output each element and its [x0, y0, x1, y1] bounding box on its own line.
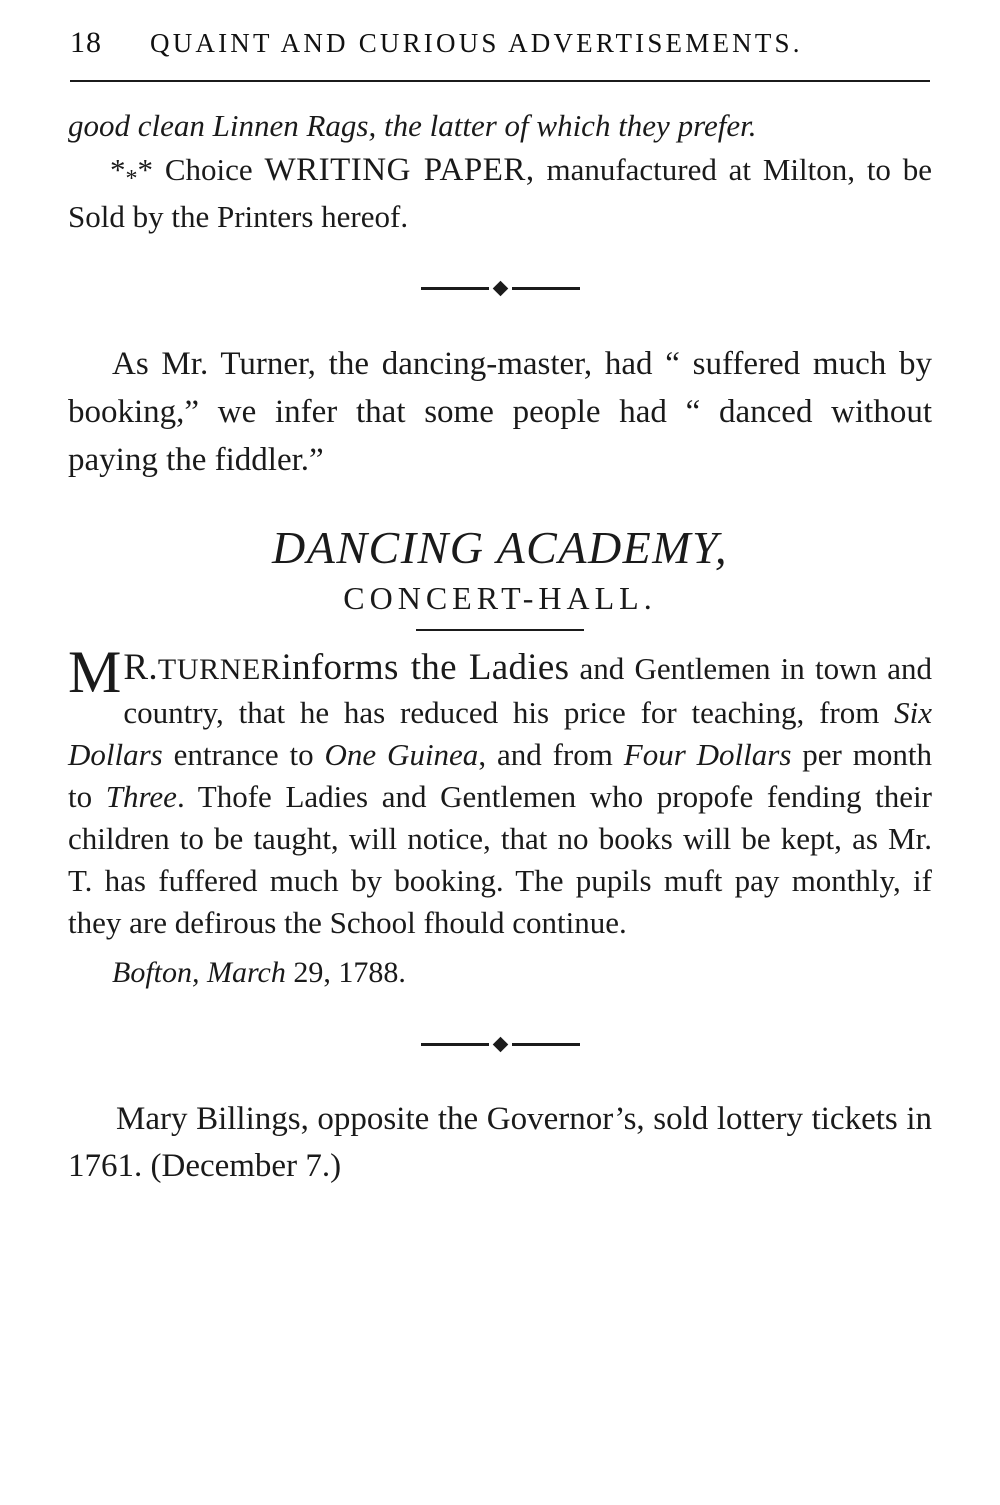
- dateline-month: March: [207, 955, 286, 989]
- advert-body-2: entrance to: [162, 737, 325, 773]
- advert-italic-2: One Guinea: [324, 737, 479, 773]
- running-head: [0, 0, 1000, 60]
- advert-italic-4: Three: [105, 779, 177, 815]
- running-head-title: QUAINT AND CURIOUS ADVERTISEMENTS.: [150, 28, 803, 58]
- advert-dateline: [68, 952, 932, 993]
- advert-first-line-tail: informs the Ladies: [281, 646, 570, 688]
- advert-dropcap: M: [68, 638, 122, 705]
- advert-body-3: , and from: [478, 737, 624, 773]
- linnen-rags-paragraph: good clean Linnen Rags, the latter of which they prefer.: [68, 108, 757, 143]
- writing-paper-lead: Choice: [164, 151, 253, 187]
- divider-bar-left: [421, 1043, 489, 1046]
- divider-diamond-icon: [492, 281, 508, 297]
- dateline-place: Bofton,: [112, 955, 200, 989]
- diamond-rule-divider-top: [68, 283, 932, 294]
- writing-paper-paragraph: [68, 149, 932, 237]
- divider-bar-left: [421, 287, 489, 290]
- writing-paper-emphasis: WRITING PAPER,: [264, 151, 535, 188]
- divider-bar-right: [512, 287, 580, 290]
- upper-text-block: [0, 106, 1000, 1191]
- divider-diamond-icon: [492, 1037, 508, 1053]
- advert-body-paragraph: [68, 638, 932, 944]
- advert-subtitle: CONCERT-HALL.: [343, 579, 657, 616]
- asterism-mark: $*_**$: [110, 151, 153, 192]
- advert-title: DANCING ACADEMY,: [272, 521, 728, 573]
- divider-bar-right: [512, 1043, 580, 1046]
- diamond-rule-divider-bottom: [68, 1039, 932, 1050]
- advert-body-5: . Thofe Ladies and Gentlemen who propofe fending their children to be taught, will notice, that no books will be kept, as Mr. T. has fuffered much by booking. The pupils muft pay monthly, if they are defirous the School fhould continue.: [68, 779, 932, 940]
- advert-body-4: per month to: [68, 737, 932, 815]
- advert-short-rule: [416, 629, 584, 631]
- turner-intro-paragraph: As Mr. Turner, the dancing-master, had “ suffered much by booking,” we infer that some people had “ danced without paying the fiddler.”: [68, 346, 932, 479]
- writing-paper-rest: manufactured at Milton, to be Sold by the Printers hereof.: [68, 151, 933, 234]
- mary-billings-paragraph: Mary Billings, opposite the Governor’s, sold lottery tickets in 1761. (December 7.): [68, 1100, 932, 1185]
- advert-body-1: and Gentlemen in town and country, that he has reduced his price for teaching, from: [123, 650, 932, 731]
- advert-first-line-rest: R.: [123, 646, 158, 688]
- advert-first-line-name: TURNER: [157, 652, 282, 686]
- page-folio-number: 18: [70, 26, 102, 59]
- advert-italic-3: Four Dollars: [623, 737, 792, 773]
- header-rule: [70, 80, 930, 82]
- advert-italic-1: Six Dollars: [68, 695, 932, 773]
- dateline-date: 29, 1788.: [293, 955, 406, 989]
